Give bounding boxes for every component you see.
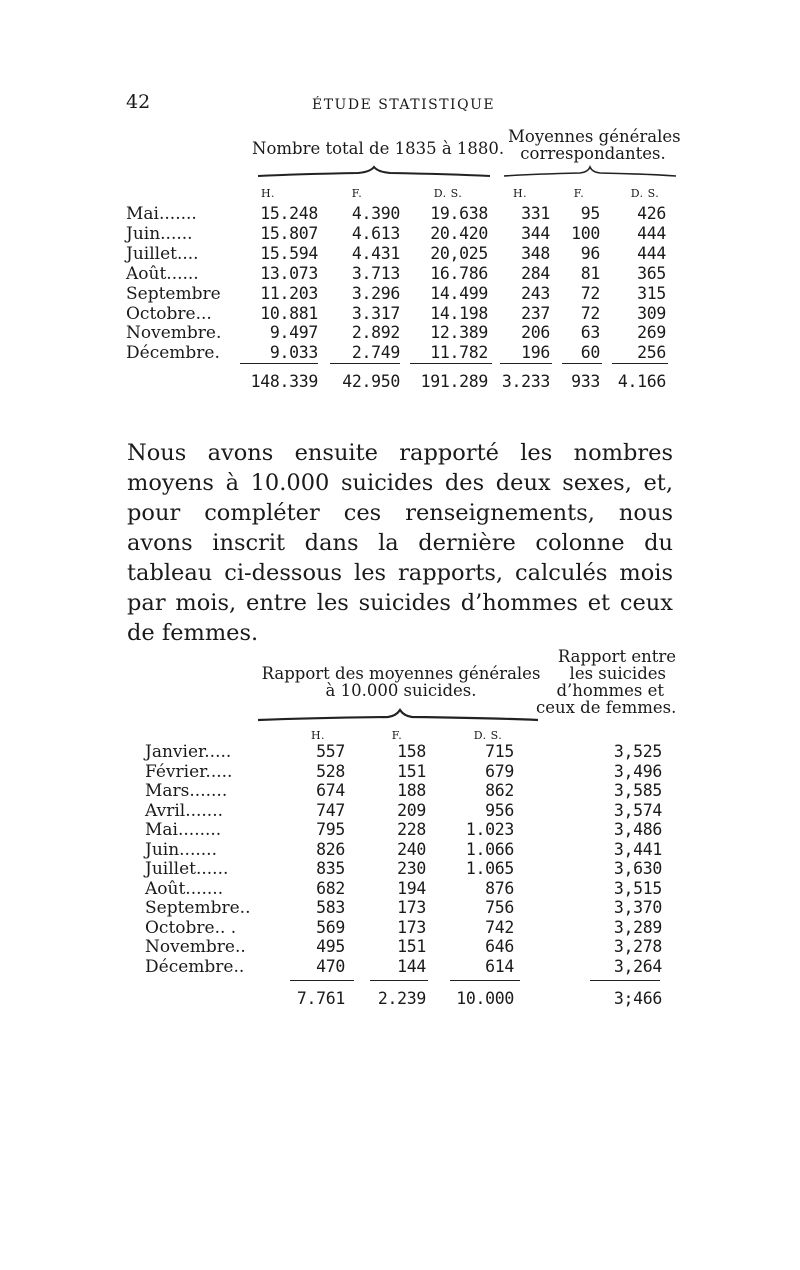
table1-total-rule: [240, 363, 318, 364]
table2-cell: 194: [397, 878, 426, 898]
table2-caption-left-line1: Rapport des moyennes générales: [261, 664, 541, 683]
table2-cell: 3,525: [613, 742, 662, 761]
table1-cell: 2.892: [351, 323, 400, 343]
table2-column-header: H.: [310, 729, 326, 742]
table2-cell: 151: [397, 937, 426, 956]
table1-row-label: Décembre.: [126, 343, 220, 364]
table2-cell: 747: [316, 800, 345, 820]
table1-cell: 20.420: [430, 223, 488, 243]
table2-cell: 956: [485, 800, 514, 820]
table2-cell: 3,630: [613, 859, 662, 878]
table1-cell: 72: [580, 283, 600, 303]
table2-cell: 3,496: [613, 761, 662, 781]
table2-cell: 3,574: [613, 800, 662, 820]
table2-cell: 835: [316, 859, 345, 878]
table2-total-cell: 10.000: [456, 989, 514, 1008]
table2-cell: 3,441: [613, 839, 662, 859]
table2-cell: 209: [397, 800, 426, 820]
table1-cell: 9.033: [269, 343, 318, 363]
table2-cell: 1.065: [465, 859, 514, 878]
table2-brace: [258, 709, 538, 725]
table1-total-cell: 3.233: [501, 372, 550, 391]
table2-total-rule: [290, 980, 354, 981]
table2-total-rule: [590, 980, 660, 981]
table1-cell: 309: [637, 303, 666, 323]
table2-column-header: D. S.: [473, 729, 503, 742]
table2-caption-right: [536, 648, 676, 716]
table1-cell: 4.390: [351, 204, 400, 223]
table2-total-cell: 7.761: [296, 989, 345, 1008]
table1-cell: 10.881: [260, 303, 318, 323]
table2-cell: 230: [397, 859, 426, 878]
table1-total-rule: [562, 363, 602, 364]
table1-cell: 365: [637, 263, 666, 283]
table1-cell: 256: [637, 343, 666, 363]
table1-cell: 331: [521, 204, 550, 223]
table2-cell: 1.066: [465, 839, 514, 859]
table2-cell: 188: [397, 781, 426, 800]
table1-cell: 12.389: [430, 323, 488, 343]
table1-cell: 11.782: [430, 343, 488, 363]
table1-cell: 95: [580, 204, 600, 223]
table1-row-label: Août......: [126, 263, 199, 284]
table1-row-label: Juin......: [126, 223, 193, 244]
table2-cell: 826: [316, 839, 345, 859]
table1-cell: 3.317: [351, 303, 400, 323]
table2-cell: 862: [485, 781, 514, 800]
table1-cell: 315: [637, 283, 666, 303]
table1-cell: 14.198: [430, 303, 488, 323]
table1-cell: 63: [580, 323, 600, 343]
table1-cell: 2.749: [351, 343, 400, 363]
table2-cell: 3,585: [613, 781, 662, 800]
table2-cell: 3,278: [613, 937, 662, 956]
table2-cell: 557: [316, 742, 345, 761]
table1-cell: 15.248: [260, 204, 318, 223]
table2-row-label: Mai........: [145, 820, 222, 840]
table2-cell: 173: [397, 898, 426, 917]
table2-row-label: Juillet......: [145, 859, 229, 879]
table2-cell: 1.023: [465, 820, 514, 839]
table1-column-header: F.: [351, 187, 363, 200]
table1-row-label: Octobre...: [126, 303, 212, 324]
table2-cell: 674: [316, 781, 345, 800]
table2-row-label: Septembre..: [145, 898, 251, 918]
table2-row-label: Mars.......: [145, 781, 228, 801]
table1-cell: 81: [580, 263, 600, 283]
table2-row-label: Novembre..: [145, 937, 246, 957]
table2-row-label: Juin.......: [145, 839, 217, 860]
table1-caption-right-line2: correspondantes.: [520, 144, 666, 163]
table2-cell: 470: [316, 956, 345, 976]
table1-cell: 344: [521, 223, 550, 243]
table2-cell: 569: [316, 917, 345, 937]
table1-cell: 16.786: [430, 263, 488, 283]
table1-column-header: F.: [573, 187, 585, 200]
table1-cell: 426: [637, 204, 666, 223]
table2-caption-right-line: d’hommes et: [556, 681, 664, 700]
table1-cell: 72: [580, 303, 600, 323]
table2-cell: 756: [485, 898, 514, 917]
table2-total-cell: 3;466: [613, 989, 662, 1008]
table1-cell: 243: [521, 283, 550, 303]
table2-cell: 646: [485, 937, 514, 956]
table1-column-header: D. S.: [433, 187, 463, 200]
table1-cell: 269: [637, 323, 666, 343]
page-number: 42: [126, 91, 151, 113]
table2-cell: 528: [316, 761, 345, 781]
table1-cell: 13.073: [260, 263, 318, 283]
table2-cell: 679: [485, 761, 514, 781]
table2-cell: 158: [397, 742, 426, 761]
table2-cell: 876: [485, 878, 514, 898]
table2-caption-right-line: les suicides: [569, 664, 666, 683]
table1-row-label: Septembre: [126, 283, 221, 304]
table2-caption-right-line: ceux de femmes.: [536, 698, 677, 717]
table2-cell: 583: [316, 898, 345, 917]
table1-cell: 11.203: [260, 283, 318, 303]
table1-cell: 19.638: [430, 204, 488, 223]
table1-total-cell: 42.950: [342, 372, 400, 391]
table1-cell: 444: [637, 243, 666, 263]
table2-row-label: Février.....: [145, 761, 233, 782]
table1-column-header: H.: [260, 187, 276, 200]
table2-cell: 3,370: [613, 898, 662, 917]
table1-total-cell: 191.289: [420, 372, 488, 391]
table1-total-cell: 4.166: [617, 372, 666, 391]
table1-caption-right: [508, 127, 681, 163]
table2-total-cell: 2.239: [377, 989, 426, 1008]
table1-total-rule: [330, 363, 400, 364]
table2-row-label: Janvier.....: [145, 742, 232, 762]
table1-row-label: Juillet....: [126, 243, 199, 264]
table1-cell: 96: [580, 243, 600, 263]
table2-cell: 151: [397, 761, 426, 781]
table1-cell: 284: [521, 263, 550, 283]
table2-cell: 3,264: [613, 956, 662, 976]
table2-row-label: Décembre..: [145, 956, 245, 977]
table2-row-label: Avril.......: [145, 800, 224, 821]
table1-cell: 15.594: [260, 243, 318, 263]
table1-caption-left: Nombre total de 1835 à 1880.: [252, 139, 505, 158]
table2-cell: 682: [316, 878, 345, 898]
table2-cell: 228: [397, 820, 426, 839]
table1-cell: 237: [521, 303, 550, 323]
table1-total-cell: 933: [571, 372, 600, 391]
table1-cell: 196: [521, 343, 550, 363]
table2-cell: 173: [397, 917, 426, 937]
table1-cell: 3.713: [351, 263, 400, 283]
table1-cell: 4.431: [351, 243, 400, 263]
table1-total-cell: 148.339: [250, 372, 318, 391]
table1-brace-left: [258, 166, 490, 180]
table1-row-label: Mai.......: [126, 204, 197, 224]
table1-cell: 14.499: [430, 283, 488, 303]
table2-row-label: Août.......: [145, 878, 224, 899]
table1-row-label: Novembre.: [126, 323, 222, 344]
table1-brace-right: [504, 166, 676, 180]
table1-caption-right-line1: Moyennes générales: [508, 127, 681, 146]
table2-cell: 742: [485, 917, 514, 937]
table2-total-rule: [370, 980, 428, 981]
table2-total-rule: [450, 980, 520, 981]
table2-cell: 3,486: [613, 820, 662, 839]
table1-cell: 60: [580, 343, 600, 363]
table2-cell: 715: [485, 742, 514, 761]
table1-total-rule: [500, 363, 552, 364]
table2-row-label: Octobre.. .: [145, 917, 237, 938]
table2-caption-left: [258, 665, 544, 699]
table2-caption-left-line2: à 10.000 suicides.: [325, 681, 477, 700]
table1-column-header: D. S.: [630, 187, 660, 200]
table1-cell: 4.613: [351, 223, 400, 243]
table1-cell: 444: [637, 223, 666, 243]
table1-cell: 3.296: [351, 283, 400, 303]
table1-total-rule: [612, 363, 668, 364]
running-title: ÉTUDE STATISTIQUE: [312, 97, 496, 113]
table2-cell: 495: [316, 937, 345, 956]
table2-cell: 614: [485, 956, 514, 976]
table2-cell: 144: [397, 956, 426, 976]
table2-cell: 3,289: [613, 917, 662, 937]
table2-cell: 240: [397, 839, 426, 859]
table2-column-header: F.: [391, 729, 403, 742]
body-paragraph: Nous avons ensuite rapporté les nombres moyens à 10.000 suicides des deux sexes, et, pour compléter ces renseignements, nous avons inscrit dans la dernière colonne du tableau ci-dessous les rapports, calculés mois par mois, entre les suicides d’hommes et ceux de femmes.: [127, 440, 673, 646]
table1-cell: 15.807: [260, 223, 318, 243]
table1-cell: 9.497: [269, 323, 318, 343]
table2-caption-right-line: Rapport entre: [557, 647, 676, 666]
table1-cell: 20,025: [430, 243, 488, 263]
table1-cell: 348: [521, 243, 550, 263]
table2-cell: 3,515: [613, 878, 662, 898]
table1-total-rule: [410, 363, 492, 364]
table1-column-header: H.: [512, 187, 528, 200]
table1-cell: 100: [571, 223, 600, 243]
table2-cell: 795: [316, 820, 345, 839]
table1-cell: 206: [521, 323, 550, 343]
